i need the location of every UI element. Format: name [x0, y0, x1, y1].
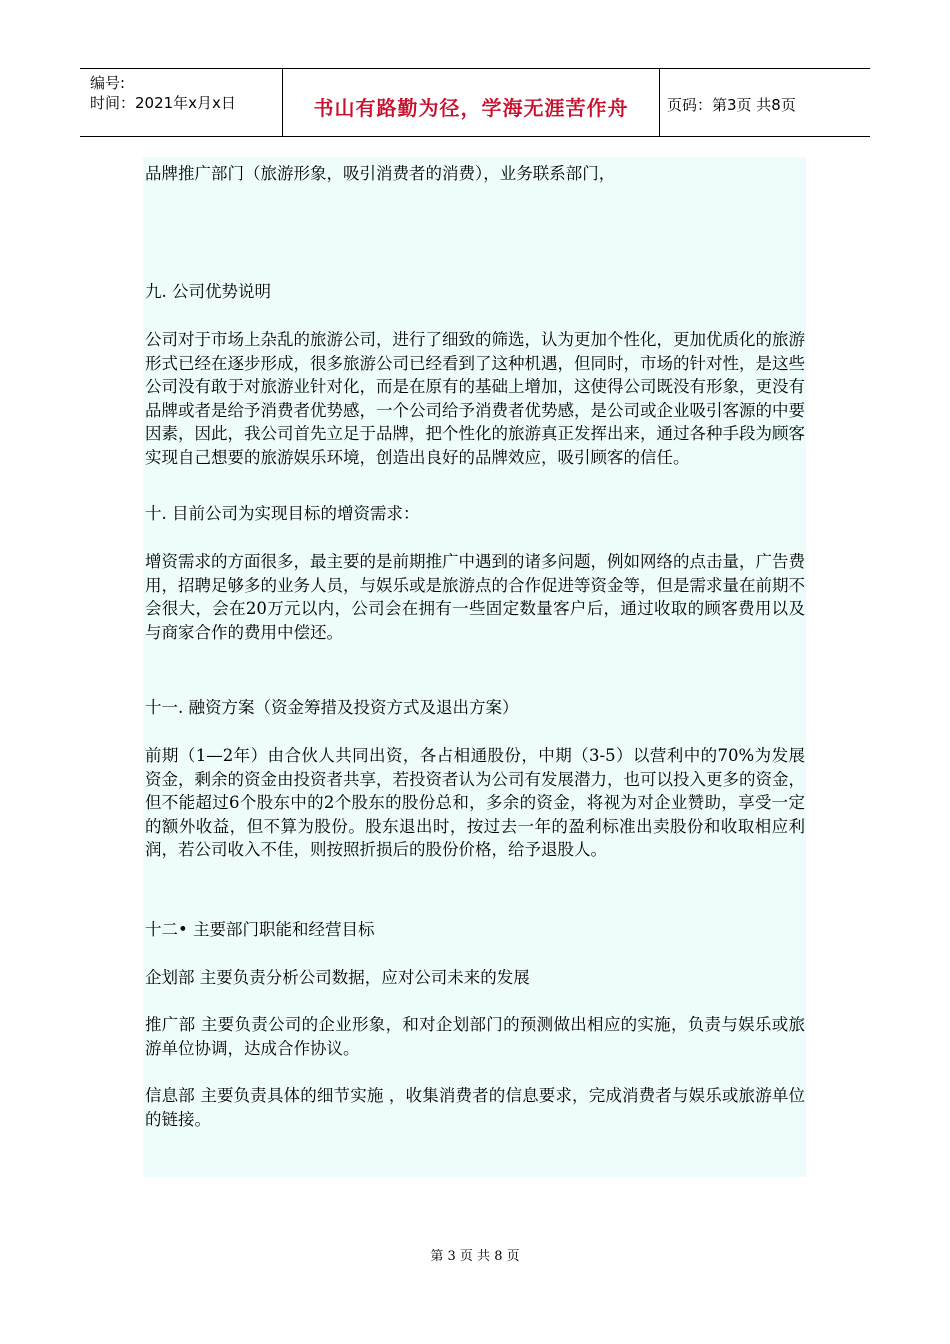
paragraph-brand-dept: 品牌推广部门（旅游形象，吸引消费者的消费），业务联系部门， [145, 164, 616, 183]
dept-planning: 企划部 主要负责分析公司数据，应对公司未来的发展 [145, 968, 530, 987]
header-info-cell [80, 69, 282, 136]
section-heading-11: 十一. 融资方案（资金筹措及投资方式及退出方案） [145, 698, 519, 717]
section-heading-12: 十二• 主要部门职能和经营目标 [145, 920, 375, 939]
section-paragraph-9: 公司对于市场上杂乱的旅游公司，进行了细致的筛选，认为更加个性化，更加优质化的旅游形式已经在逐步形成，很多旅游公司已经看到了这种机遇，但同时，市场的针对性，是这些公司没有敢于对旅游业针对化，而是在原有的基础上增加，这使得公司既没有形象，更没有品牌或者是给予消费者优势感，一个公司给予消费者优势感，是公司或企业吸引客源的中要因素，因此，我公司首先立足于品牌，把个性化的旅游真正发挥出来，通过各种手段为顾客实现自己想要的旅游娱乐环境，创造出良好的品牌效应，吸引顾客的信任。 [145, 330, 805, 467]
document-number-label: 编号: [90, 74, 126, 92]
page-footer: 第 3 页 共 8 页 [430, 1249, 520, 1264]
header-page-cell [659, 69, 870, 136]
header-page-number: 页码：第3页 共8页 [667, 96, 796, 114]
header-motto-cell [282, 69, 660, 136]
section-paragraph-10: 增资需求的方面很多，最主要的是前期推广中遇到的诸多问题，例如网络的点击量，广告费用，招聘足够多的业务人员，与娱乐或是旅游点的合作促进等资金等，但是需求量在前期不会很大，会在20万元以内，公司会在拥有一些固定数量客户后，通过收取的顾客费用以及与商家合作的费用中偿还。 [145, 552, 805, 642]
header-motto: 书山有路勤为径，学海无涯苦作舟 [313, 96, 629, 120]
document-header [80, 68, 870, 137]
document-time-label: 时间：2021年x月x日 [90, 94, 236, 112]
document-body [143, 157, 806, 1177]
dept-promotion: 推广部 主要负责公司的企业形象，和对企划部门的预测做出相应的实施，负责与娱乐或旅游单位协调，达成合作协议。 [145, 1015, 805, 1058]
section-paragraph-11: 前期（1—2年）由合伙人共同出资，各占相通股份，中期（3-5）以营利中的70%为发展资金，剩余的资金由投资者共享，若投资者认为公司有发展潜力，也可以投入更多的资金，但不能超过6个股东中的2个股东的股份总和，多余的资金，将视为对企业赞助，享受一定的额外收益，但不算为股份。股东退出时，按过去一年的盈利标准出卖股份和收取相应利润，若公司收入不佳，则按照折损后的股份价格，给予退股人。 [145, 746, 805, 860]
section-heading-9: 九. 公司优势说明 [145, 282, 271, 301]
dept-information: 信息部 主要负责具体的细节实施 ，收集消费者的信息要求，完成消费者与娱乐或旅游单位的链接。 [145, 1086, 805, 1129]
section-heading-10: 十. 目前公司为实现目标的增资需求： [145, 504, 420, 523]
